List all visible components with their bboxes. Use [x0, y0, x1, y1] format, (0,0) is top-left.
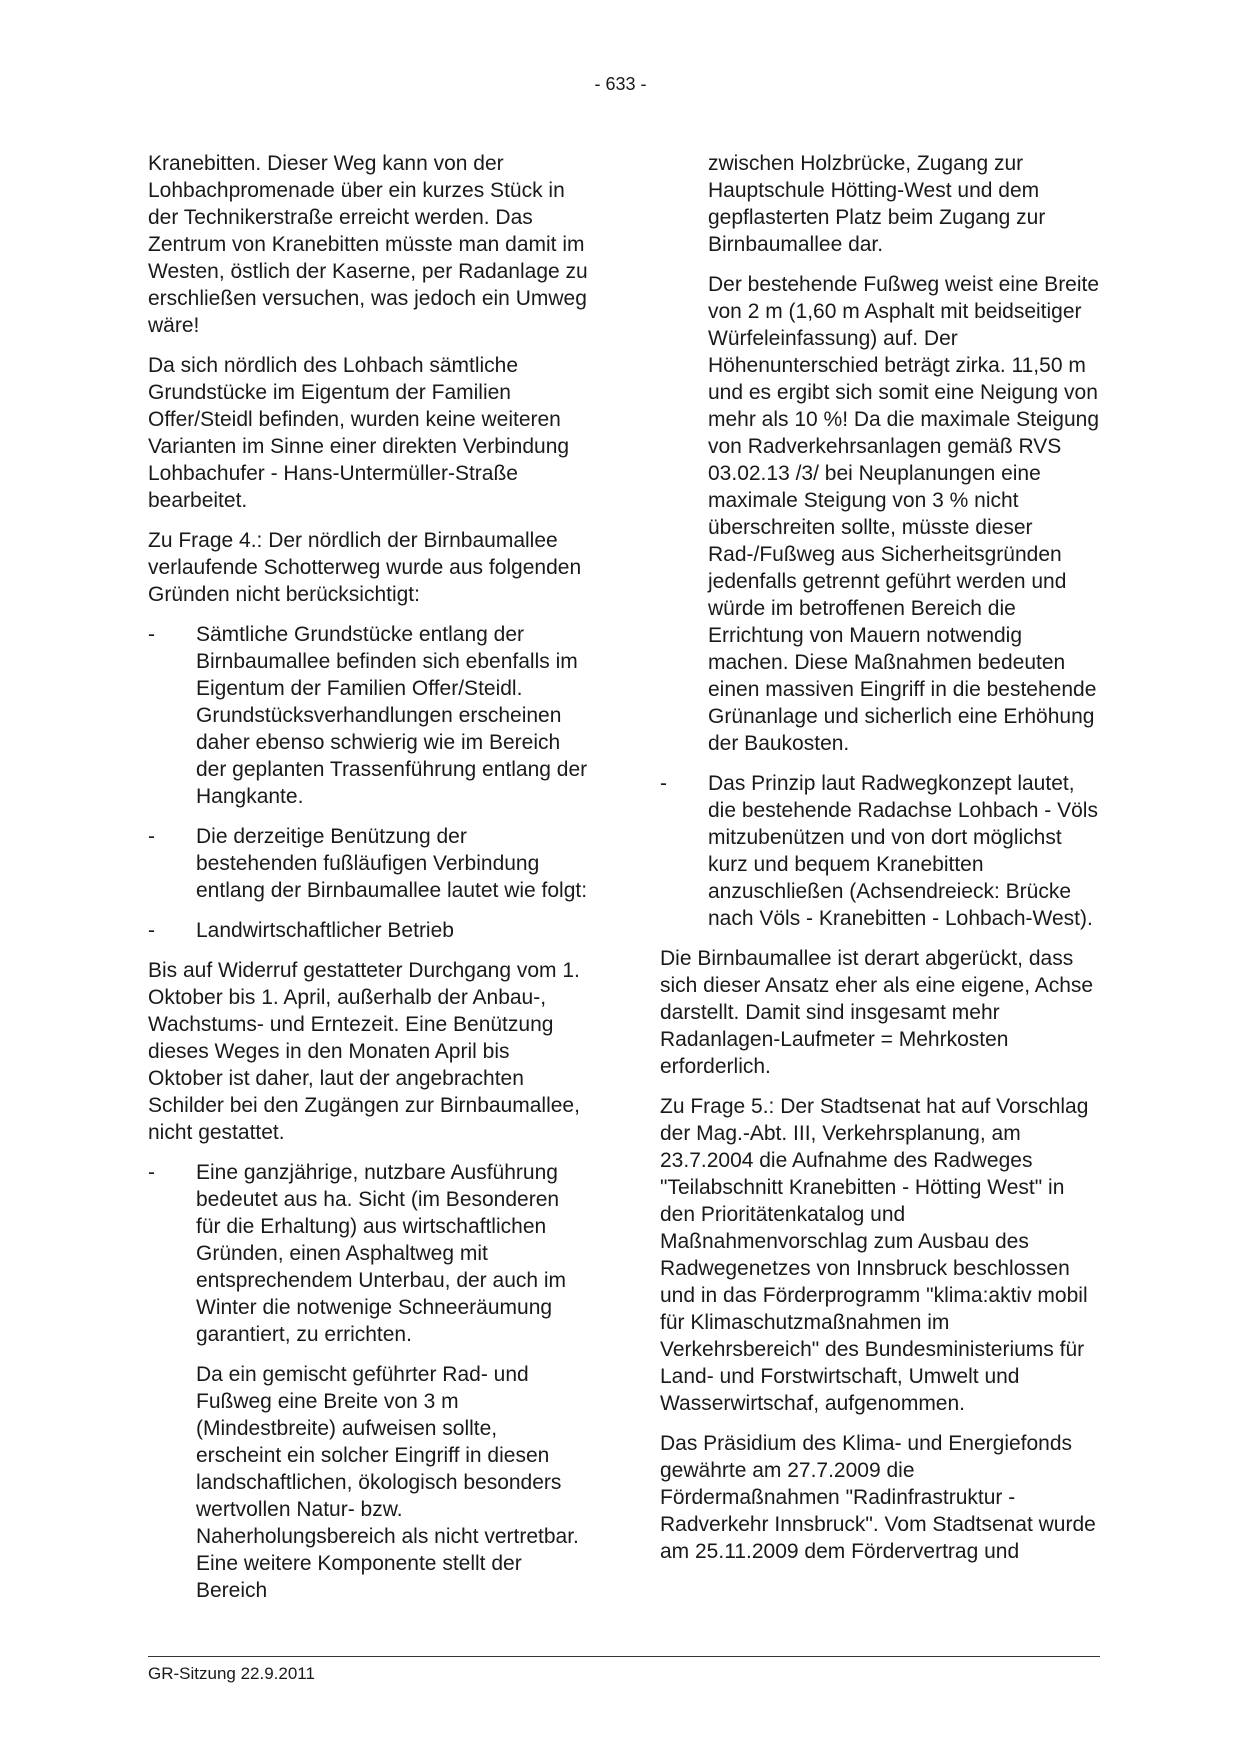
list-item-text: Sämtliche Grundstücke entlang der Birnbaumallee befinden sich ebenfalls im Eigentum der Familien Offer/Steidl. Grundstücksverhandlungen erscheinen daher ebenso schwierig wie im Bereich der geplanten Trassenführung entlang der Hangkante. [196, 623, 588, 808]
paragraph: Da sich nördlich des Lohbach sämtliche Grundstücke im Eigentum der Familien Offer/Steidl befinden, wurden keine weiteren Varianten im Sinne einer direkten Verbindung Lohbachufer - Hans-Untermüller-Straße bearbeitet. [148, 354, 570, 512]
bullet-dash: - [148, 825, 155, 848]
indented-paragraph: Der bestehende Fußweg weist eine Breite von 2 m (1,60 m Asphalt mit beidseitiger Würfeleinfassung) auf. Der Höhenunterschied beträgt zirka. 11,50 m und es ergibt sich somit eine Neigung von mehr als 10 %! Da die maximale Steigung von Radverkehrsanlagen gemäß RVS 03.02.13 /3/ bei Neuplanungen eine maximale Steigung von 3 % nicht überschreiten sollte, müsste dieser Rad-/Fußweg aus Sicherheitsgründen jedenfalls getrennt geführt werden und würde im betroffenen Bereich die Errichtung von Mauern notwendig machen. Diese Maßnahmen bedeuten einen massiven Eingriff in die bestehende Grünanlage und sicherlich eine Erhöhung der Baukosten. [708, 273, 1100, 755]
list-item-text: Landwirtschaftlicher Betrieb [196, 919, 454, 942]
left-column [148, 150, 588, 1617]
footer-divider [148, 1656, 1100, 1657]
paragraph: Bis auf Widerruf gestatteter Durchgang vom 1. Oktober bis 1. April, außerhalb der Anbau-, Wachstums- und Erntezeit. Eine Benützung dieses Weges in den Monaten April bis Oktober ist daher, laut der angebrachten Schilder bei den Zugängen zur Birnbaumallee, nicht gestattet. [148, 959, 580, 1144]
paragraph: Die Birnbaumallee ist derart abgerückt, dass sich dieser Ansatz eher als eine eigene, Achse darstellt. Damit sind insgesamt mehr Radanlagen-Laufmeter = Mehrkosten erforderlich. [660, 947, 1094, 1078]
bullet-dash: - [148, 623, 155, 646]
paragraph: Kranebitten. Dieser Weg kann von der Lohbachpromenade über ein kurzes Stück in der Technikerstraße erreicht werden. Das Zentrum von Kranebitten müsste man damit im Westen, östlich der Kaserne, per Radanlage zu erschließen versuchen, was jedoch ein Umweg wäre! [148, 152, 588, 337]
page-number: - 633 - [594, 74, 647, 94]
list-item-text: Die derzeitige Benützung der bestehenden fußläufigen Verbindung entlang der Birnbaumallee lautet wie folgt: [196, 825, 588, 902]
list-item [148, 823, 588, 904]
paragraph: Zu Frage 4.: Der nördlich der Birnbaumallee verlaufende Schotterweg wurde aus folgenden Gründen nicht berücksichtigt: [148, 529, 582, 606]
list-item [148, 917, 588, 944]
list-item [660, 770, 1100, 932]
list-item [148, 621, 588, 810]
bullet-dash: - [148, 1161, 155, 1184]
list-item-text: Eine ganzjährige, nutzbare Ausführung bedeutet aus ha. Sicht (im Besonderen für die Erhaltung) aus wirtschaftlichen Gründen, einen Asphaltweg mit entsprechendem Unterbau, der auch im Winter die notwenige Schneeräumung garantiert, zu errichten. [196, 1161, 567, 1346]
list-item-text: Das Prinzip laut Radwegkonzept lautet, die bestehende Radachse Lohbach - Völs mitzubenützen und von dort möglichst kurz und bequem Kranebitten anzuschließen (Achsendreieck: Brücke nach Völs - Kranebitten - Lohbach-West). [708, 772, 1098, 930]
bullet-dash: - [660, 772, 667, 795]
right-column [660, 150, 1100, 1578]
indented-paragraph: Da ein gemischt geführter Rad- und Fußweg eine Breite von 3 m (Mindestbreite) aufweisen sollte, erscheint ein solcher Eingriff in diesen landschaftlichen, ökologisch besonders wertvollen Natur- bzw. Naherholungsbereich als nicht vertretbar. Eine weitere Komponente stellt der Bereich [196, 1363, 579, 1602]
paragraph: Zu Frage 5.: Der Stadtsenat hat auf Vorschlag der Mag.-Abt. III, Verkehrsplanung, am 23.7.2004 die Aufnahme des Radweges "Teilabschnitt Kranebitten - Hötting West" in den Prioritätenkatalog und Maßnahmenvorschlag zum Ausbau des Radwegenetzes von Innsbruck beschlossen und in das Förderprogramm "klima:aktiv mobil für Klimaschutzmaßnahmen im Verkehrsbereich" des Bundesministeriums für Land- und Forstwirtschaft, Umwelt und Wasserwirtschaf, aufgenommen. [660, 1095, 1089, 1415]
indented-paragraph: zwischen Holzbrücke, Zugang zur Hauptschule Hötting-West und dem gepflasterten Platz beim Zugang zur Birnbaumallee dar. [708, 152, 1046, 256]
footer-text: GR-Sitzung 22.9.2011 [148, 1664, 315, 1683]
list-item [148, 1159, 588, 1348]
bullet-dash: - [148, 919, 155, 942]
paragraph: Das Präsidium des Klima- und Energiefonds gewährte am 27.7.2009 die Fördermaßnahmen "Radinfrastruktur - Radverkehr Innsbruck". Vom Stadtsenat wurde am 25.11.2009 dem Fördervertrag und [660, 1432, 1096, 1563]
